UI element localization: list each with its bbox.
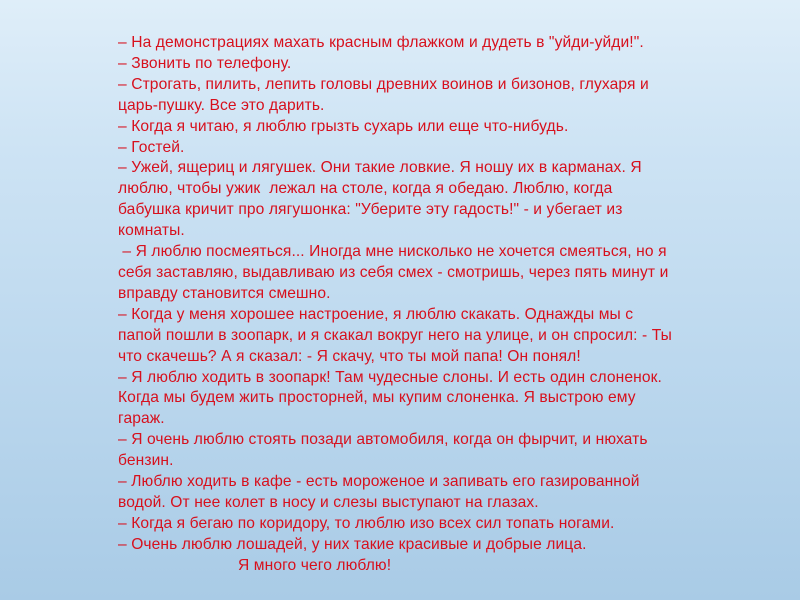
text-line-18: Когда мы будем жить просторней, мы купим слоненка. Я выстрою ему <box>118 389 636 407</box>
text-line-22: – Люблю ходить в кафе - есть мороженое и запивать его газированной <box>118 473 640 491</box>
text-line-14: – Когда у меня хорошее настроение, я люблю скакать. Однажды мы с <box>118 305 634 323</box>
text-line-8: люблю, чтобы ужик лежал на столе, когда я обедаю. Люблю, когда <box>118 180 613 198</box>
text-line-15: папой пошли в зоопарк, и я скакал вокруг него на улице, и он спросил: - Ты <box>118 326 672 344</box>
text-line-3: – Строгать, пилить, лепить головы древних воинов и бизонов, глухаря и <box>118 75 649 93</box>
text-line-5: – Когда я читаю, я люблю грызть сухарь или еще что-нибудь. <box>118 117 569 135</box>
text-line-21: бензин. <box>118 452 174 470</box>
text-line-6: – Гостей. <box>118 138 185 156</box>
text-line-16: что скачешь? А я сказал: - Я скачу, что ты мой папа! Он понял! <box>118 347 581 365</box>
text-line-2: – Звонить по телефону. <box>118 54 292 72</box>
text-line-25: – Очень люблю лошадей, у них такие красивые и добрые лица. <box>118 535 587 553</box>
text-line-23: водой. От нее колет в носу и слезы выступают на глазах. <box>118 493 539 511</box>
text-line-4: царь-пушку. Все это дарить. <box>118 96 325 114</box>
body-text <box>118 33 738 577</box>
text-line-13: вправду становится смешно. <box>118 284 331 302</box>
text-line-1: – На демонстрациях махать красным флажком и дудеть в "уйди-уйди!". <box>118 34 644 51</box>
text-line-7: – Ужей, ящериц и лягушек. Они такие ловкие. Я ношу их в карманах. Я <box>118 159 642 177</box>
text-line-10: комнаты. <box>118 222 185 240</box>
closing-line: Я много чего люблю! <box>238 556 392 574</box>
text-line-17: – Я люблю ходить в зоопарк! Там чудесные слоны. И есть один слоненок. <box>118 368 662 386</box>
text-line-24: – Когда я бегаю по коридору, то люблю изо всех сил топать ногами. <box>118 514 615 532</box>
text-line-19: гараж. <box>118 410 165 428</box>
text-line-9: бабушка кричит про лягушонка: "Уберите эту гадость!" - и убегает из <box>118 201 623 219</box>
text-line-11: – Я люблю посмеяться... Иногда мне нисколько не хочется смеяться, но я <box>118 243 667 261</box>
text-line-20: – Я очень люблю стоять позади автомобиля, когда он фырчит, и нюхать <box>118 431 648 449</box>
text-line-12: себя заставляю, выдавливаю из себя смех - смотришь, через пять минут и <box>118 263 669 281</box>
